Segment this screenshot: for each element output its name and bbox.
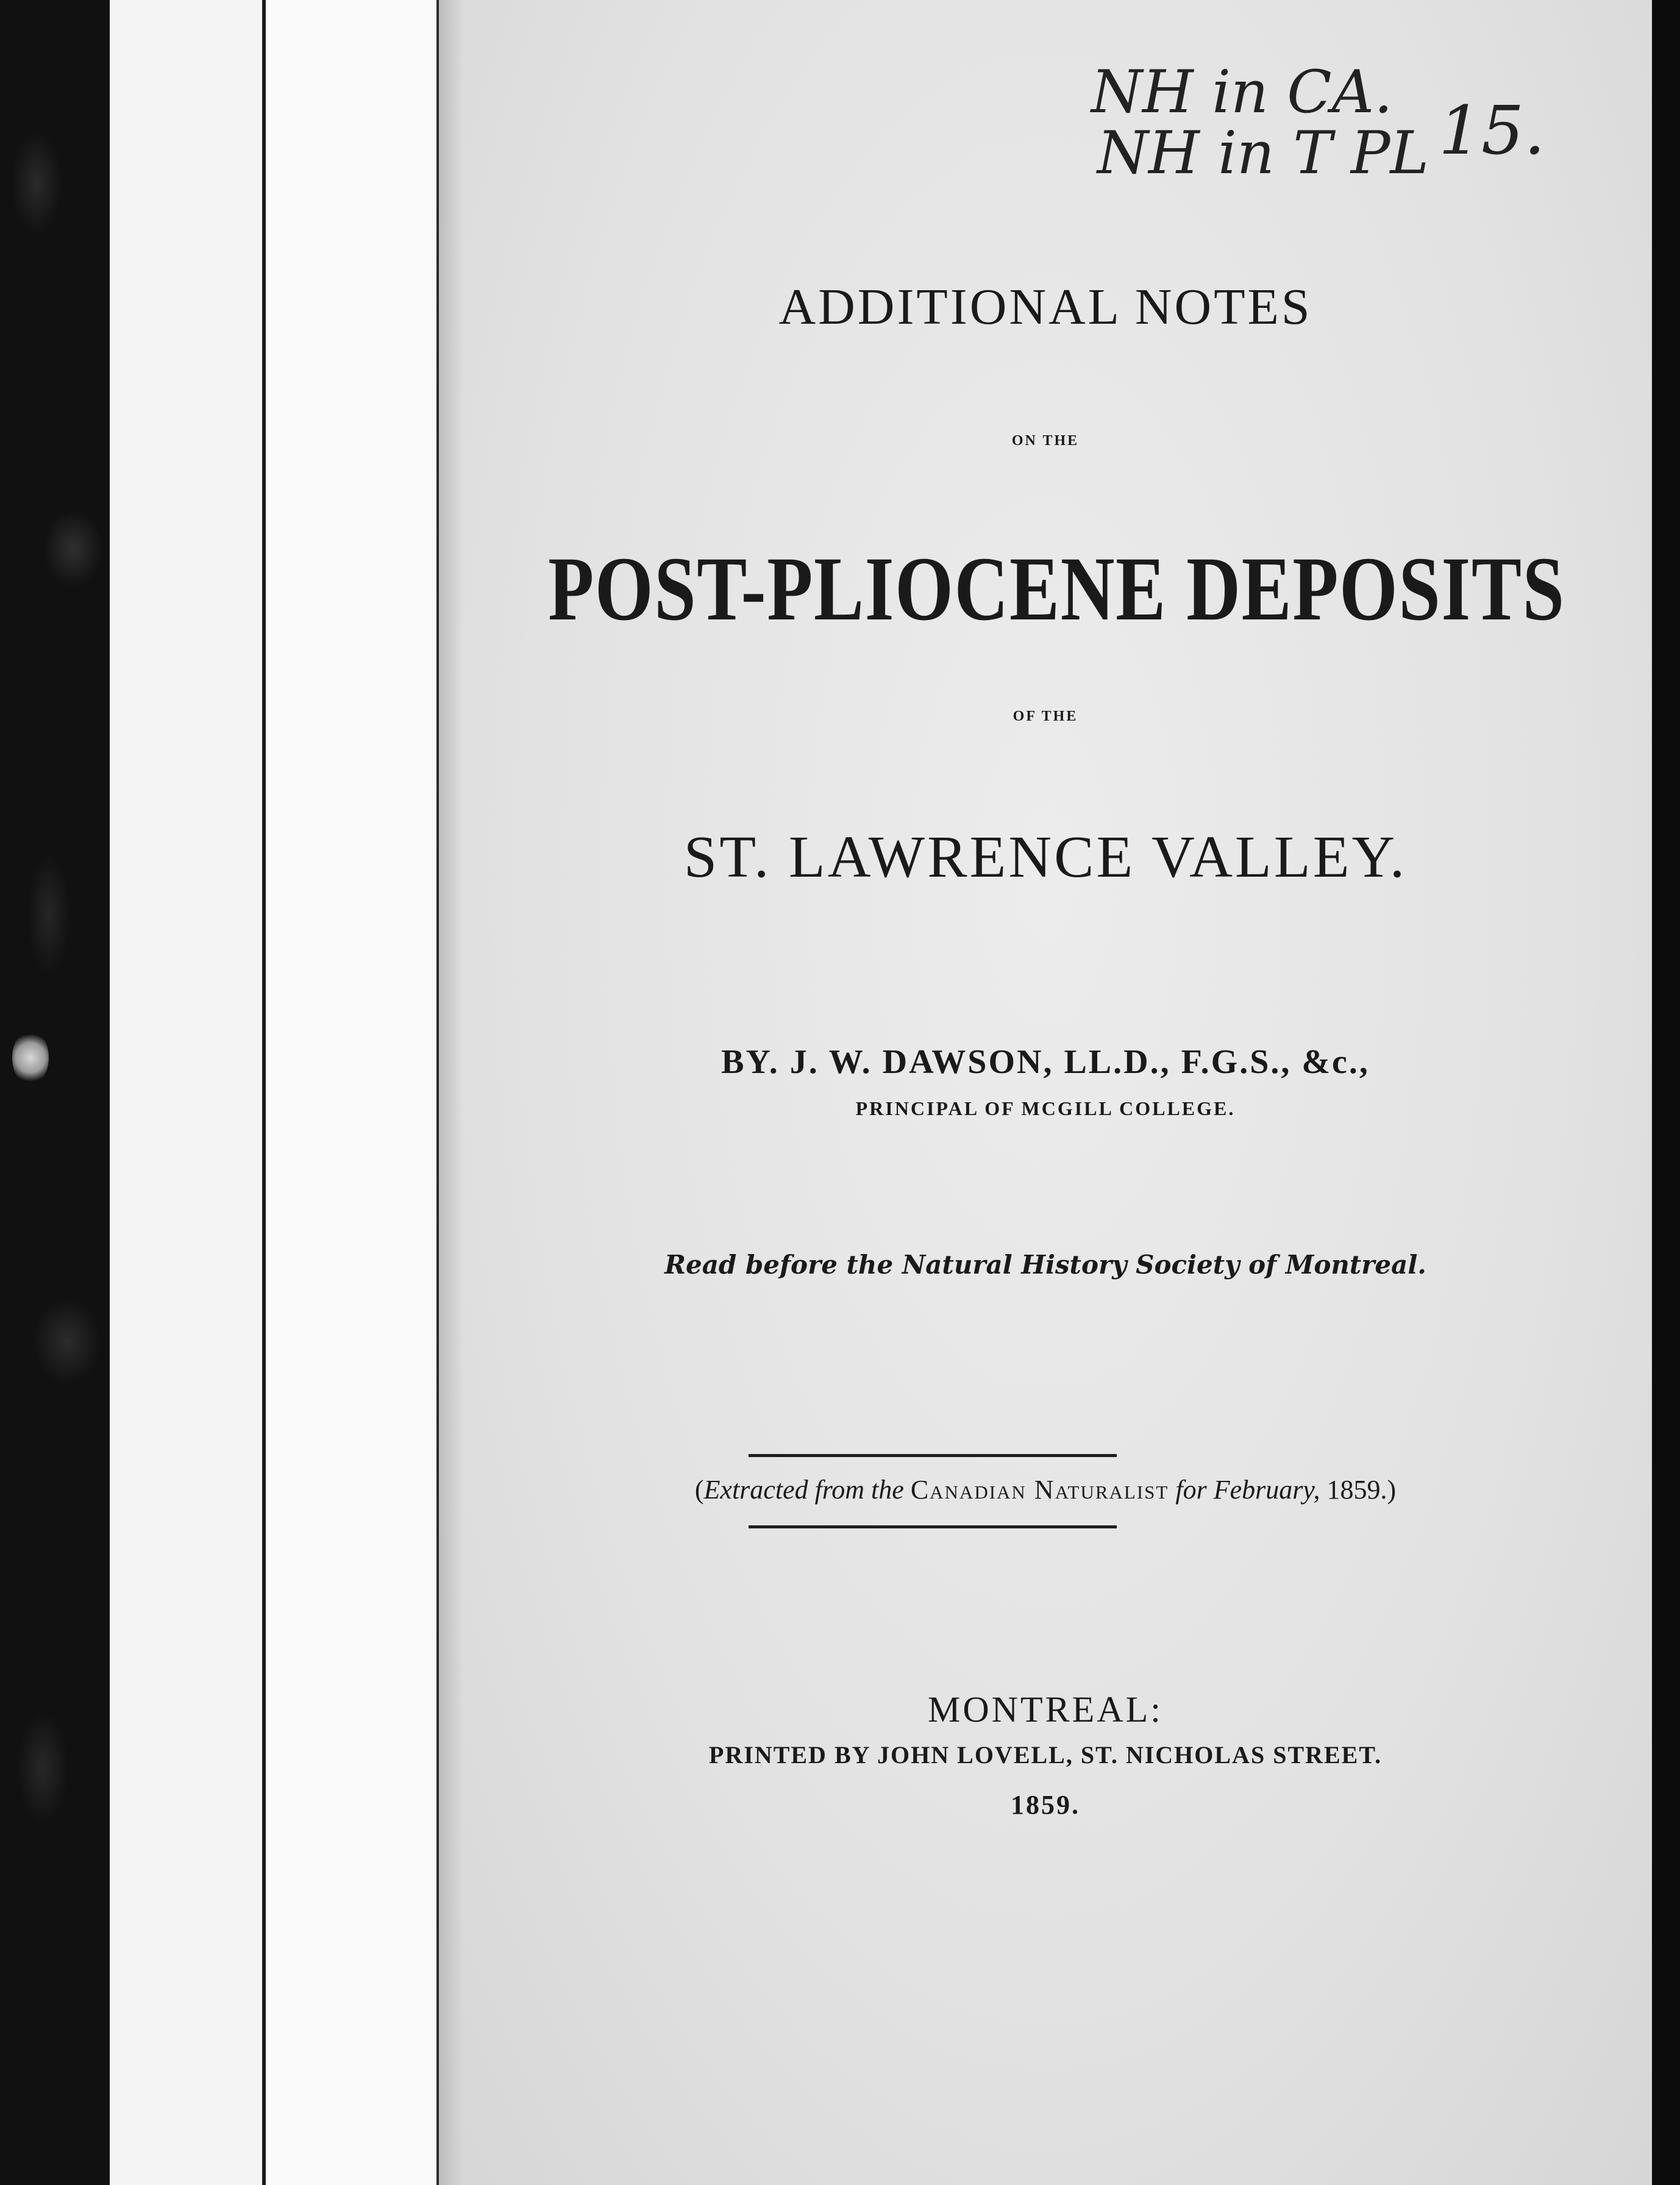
endpaper-spot xyxy=(12,1030,49,1085)
title-main: POST-PLIOCENE DEPOSITS xyxy=(548,538,1565,640)
extract-open-paren: ( xyxy=(694,1475,704,1505)
read-before-note: Read before the Natural History Society of Montreal. xyxy=(664,1250,1426,1280)
extract-note xyxy=(439,1474,1652,1505)
imprint-city: MONTREAL: xyxy=(928,1689,1163,1730)
extract-journal: Canadian Naturalist xyxy=(910,1475,1169,1505)
author-name: BY. J. W. DAWSON, LL.D., F.G.S., &c., xyxy=(721,1043,1370,1081)
rule-bottom xyxy=(749,1525,1117,1528)
binding-strip-outer xyxy=(110,0,266,2185)
marbled-endpaper xyxy=(0,0,116,2185)
extract-year: 1859.) xyxy=(1326,1475,1397,1505)
title-line-5: ST. LAWRENCE VALLEY. xyxy=(683,824,1408,890)
handwritten-number: 15. xyxy=(1439,91,1545,169)
imprint-printer: PRINTED BY JOHN LOVELL, ST. NICHOLAS STREET. xyxy=(708,1741,1383,1769)
title-line-1: ADDITIONAL NOTES xyxy=(778,279,1312,335)
extract-part1: Extracted from the xyxy=(703,1475,904,1505)
title-line-2: ON THE xyxy=(1011,433,1080,449)
title-line-4: OF THE xyxy=(1013,708,1078,724)
imprint-year: 1859. xyxy=(1011,1790,1080,1820)
binding-strip-inner xyxy=(266,0,439,2185)
handwritten-note-line2: NH in T PL xyxy=(1097,119,1429,187)
rule-top xyxy=(749,1454,1117,1457)
author-position: PRINCIPAL OF MCGILL COLLEGE. xyxy=(855,1097,1236,1119)
handwritten-note-line1: NH in CA. xyxy=(1091,58,1393,126)
extract-part2: for February, xyxy=(1175,1475,1320,1505)
